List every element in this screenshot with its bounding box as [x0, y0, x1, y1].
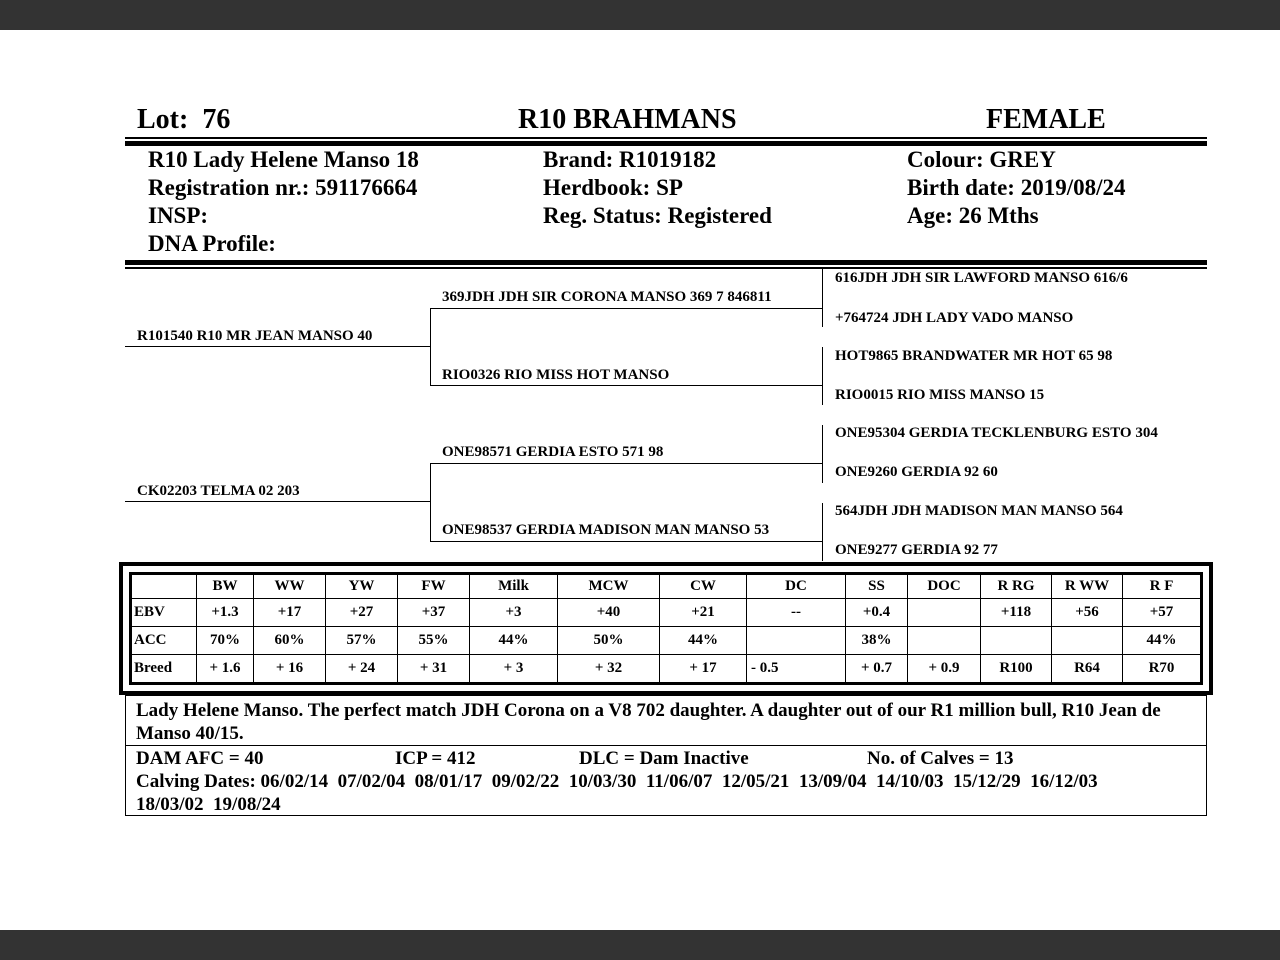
ebv-col-header: R WW	[1052, 575, 1123, 599]
ebv-row-acc	[132, 627, 1201, 655]
info-rule-thick	[125, 260, 1207, 265]
animal-name: R10 Lady Helene Manso 18	[148, 147, 419, 172]
pedigree-sds: HOT9865 BRANDWATER MR HOT 65 98	[835, 348, 1113, 364]
ebv-cell: 55%	[398, 627, 470, 655]
ebv-col-header: WW	[254, 575, 326, 599]
reg-status: Reg. Status: Registered	[543, 203, 772, 228]
ebv-cell: +21	[660, 599, 747, 627]
ebv-cell: +56	[1052, 599, 1123, 627]
ebv-row-label: ACC	[132, 627, 197, 655]
ebv-cell: +27	[326, 599, 398, 627]
ebv-cell: + 17	[660, 655, 747, 683]
pedigree-ddd: ONE9277 GERDIA 92 77	[835, 542, 998, 558]
ebv-cell	[981, 627, 1052, 655]
ebv-cell: + 0.7	[846, 655, 908, 683]
calving-dates-line1: Calving Dates: 06/02/14 07/02/04 08/01/17 09/02/22 10/03/30 11/06/07 12/05/21 13/09/04 14/10/03 15/12/29 16/12/03	[136, 771, 1098, 792]
birth-date: Birth date: 2019/08/24	[907, 175, 1126, 200]
pedigree-dsd: ONE9260 GERDIA 92 60	[835, 464, 998, 480]
ebv-cell: 44%	[1123, 627, 1201, 655]
info-rule-thin	[125, 267, 1207, 269]
pedigree-sire: R101540 R10 MR JEAN MANSO 40	[137, 328, 373, 344]
age: Age: 26 Mths	[907, 203, 1039, 228]
insp-label: INSP:	[148, 203, 209, 228]
ebv-col-header	[132, 575, 197, 599]
pedigree-dam: CK02203 TELMA 02 203	[137, 483, 300, 499]
ebv-cell	[908, 599, 981, 627]
ebv-cell: +40	[558, 599, 660, 627]
ebv-col-header: MCW	[558, 575, 660, 599]
ebv-cell: + 32	[558, 655, 660, 683]
ebv-cell: + 3	[470, 655, 558, 683]
ebv-col-header: BW	[197, 575, 254, 599]
ebv-cell	[908, 627, 981, 655]
ebv-row-breed	[132, 655, 1201, 683]
ebv-cell: 70%	[197, 627, 254, 655]
sex-label: FEMALE	[986, 104, 1106, 135]
header-rule-thin	[125, 137, 1207, 139]
lot-number: 76	[202, 104, 231, 135]
ebv-cell: +17	[254, 599, 326, 627]
ebv-cell: +3	[470, 599, 558, 627]
pedigree-sdd: RIO0015 RIO MISS MANSO 15	[835, 387, 1045, 403]
header-rule-thick	[125, 141, 1207, 146]
dam-icp: ICP = 412	[395, 748, 476, 769]
remarks-box	[125, 695, 1207, 816]
ebv-cell: 57%	[326, 627, 398, 655]
ebv-cell: +118	[981, 599, 1052, 627]
dam-calves: No. of Calves = 13	[867, 748, 1014, 769]
ebv-col-header: FW	[398, 575, 470, 599]
brand: Brand: R1019182	[543, 147, 717, 172]
dam-dlc: DLC = Dam Inactive	[579, 748, 749, 769]
ebv-header-row	[132, 575, 1201, 599]
registration-number: Registration nr.: 591176664	[148, 175, 418, 200]
ebv-cell: + 31	[398, 655, 470, 683]
ebv-cell	[1052, 627, 1123, 655]
ebv-row-label: Breed	[132, 655, 197, 683]
ebv-row-ebv	[132, 599, 1201, 627]
pedigree-dam-dam: ONE98537 GERDIA MADISON MAN MANSO 53	[442, 522, 770, 538]
pedigree-sire-sire: 369JDH JDH SIR CORONA MANSO 369 7 846811	[442, 289, 772, 305]
ebv-cell: +0.4	[846, 599, 908, 627]
ebv-col-header: CW	[660, 575, 747, 599]
remarks-divider	[126, 745, 1206, 746]
ebv-table	[131, 574, 1201, 683]
ebv-row-label: EBV	[132, 599, 197, 627]
ebv-cell: + 16	[254, 655, 326, 683]
ebv-cell: +1.3	[197, 599, 254, 627]
ebv-col-header: R F	[1123, 575, 1201, 599]
ebv-col-header: Milk	[470, 575, 558, 599]
ebv-cell: 44%	[470, 627, 558, 655]
ebv-cell: 44%	[660, 627, 747, 655]
ebv-cell: R64	[1052, 655, 1123, 683]
ebv-col-header: DC	[747, 575, 846, 599]
ebv-cell: + 24	[326, 655, 398, 683]
pedigree-dam-sire: ONE98571 GERDIA ESTO 571 98	[442, 444, 664, 460]
pedigree-sire-dam: RIO0326 RIO MISS HOT MANSO	[442, 367, 670, 383]
ebv-cell: R100	[981, 655, 1052, 683]
pedigree-ssd: +764724 JDH LADY VADO MANSO	[835, 310, 1074, 326]
dna-profile-label: DNA Profile:	[148, 231, 276, 256]
pedigree-dds: 564JDH JDH MADISON MAN MANSO 564	[835, 503, 1123, 519]
herdbook: Herdbook: SP	[543, 175, 683, 200]
dam-afc: DAM AFC = 40	[136, 748, 264, 769]
top-dark-bar	[0, 0, 1280, 30]
ebv-table-frame	[119, 562, 1213, 695]
pedigree-sss: 616JDH JDH SIR LAWFORD MANSO 616/6	[835, 270, 1128, 286]
lot-label: Lot: 76	[137, 104, 231, 135]
description-text: Lady Helene Manso. The perfect match JDH Corona on a V8 702 daughter. A daughter out of our R1 million bull, R10 Jean de Manso 40/15.	[136, 700, 1161, 744]
ebv-cell	[747, 627, 846, 655]
ebv-col-header: DOC	[908, 575, 981, 599]
bottom-dark-bar	[0, 930, 1280, 960]
ebv-cell: --	[747, 599, 846, 627]
ebv-cell: R70	[1123, 655, 1201, 683]
ebv-cell: + 1.6	[197, 655, 254, 683]
breeder-title: R10 BRAHMANS	[518, 104, 737, 135]
calving-dates-line2: 18/03/02 19/08/24	[136, 794, 281, 815]
ebv-cell: 38%	[846, 627, 908, 655]
pedigree-dss: ONE95304 GERDIA TECKLENBURG ESTO 304	[835, 425, 1158, 441]
colour: Colour: GREY	[907, 147, 1056, 172]
ebv-col-header: R RG	[981, 575, 1052, 599]
ebv-cell: - 0.5	[747, 655, 846, 683]
ebv-cell: + 0.9	[908, 655, 981, 683]
ebv-cell: +37	[398, 599, 470, 627]
ebv-cell: 50%	[558, 627, 660, 655]
ebv-cell: 60%	[254, 627, 326, 655]
ebv-col-header: YW	[326, 575, 398, 599]
ebv-col-header: SS	[846, 575, 908, 599]
ebv-cell: +57	[1123, 599, 1201, 627]
